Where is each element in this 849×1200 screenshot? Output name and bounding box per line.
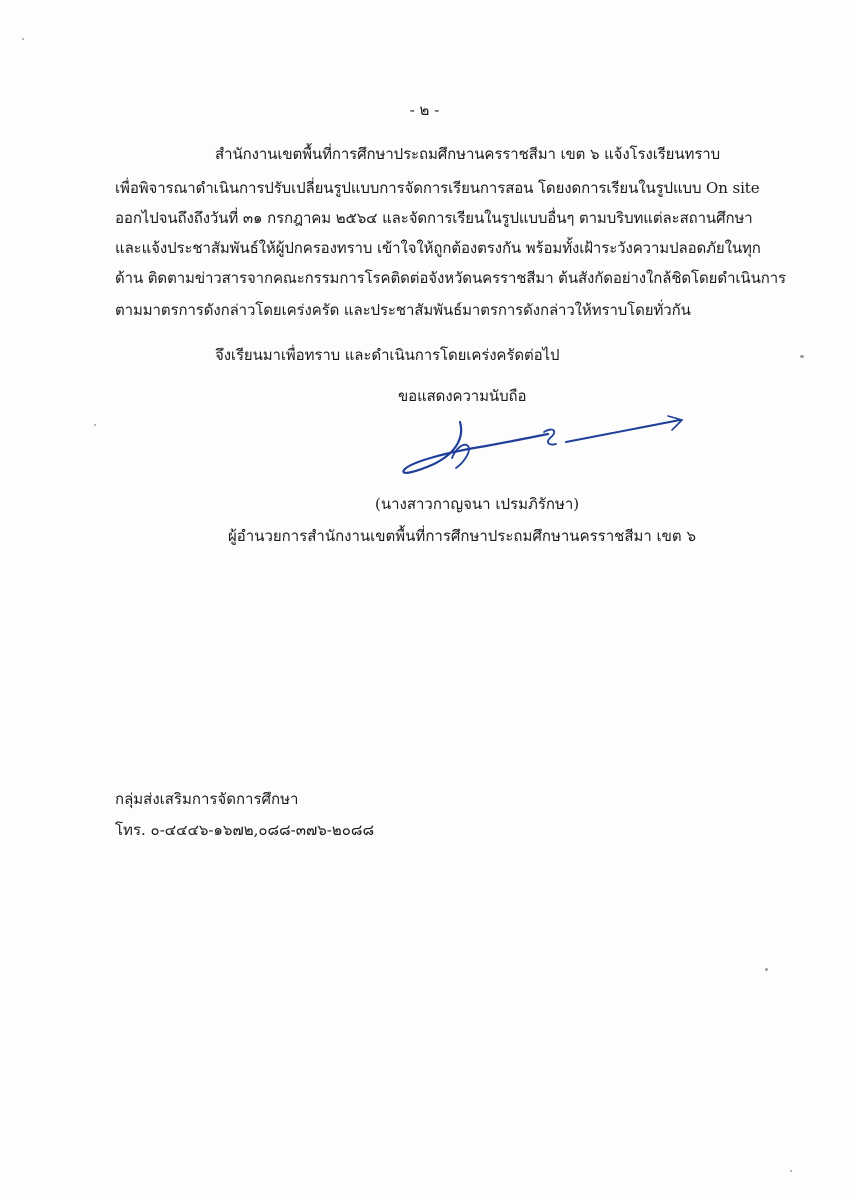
scan-speck	[765, 968, 768, 971]
signer-name: (นางสาวกาญจนา เปรมภิรักษา)	[375, 495, 580, 513]
body-line-2: เพื่อพิจารณาดำเนินการปรับเปลี่ยนรูปแบบการจัดการเรียนการสอน โดยงดการเรียนในรูปแบบ On site	[115, 179, 760, 197]
page-number: - ๒ -	[409, 101, 440, 119]
footer-phone: โทร. ๐-๔๔๔๖-๑๖๗๒,๐๘๘-๓๗๖-๒๐๘๘	[115, 821, 375, 839]
scan-speck	[800, 355, 804, 358]
body-line-3: ออกไปจนถึงถึงวันที่ ๓๑ กรกฎาคม ๒๕๖๔ และจัดการเรียนในรูปแบบอื่นๆ ตามบริบทแต่ละสถานศึกษา	[115, 209, 753, 227]
body-line-1: สำนักงานเขตพื้นที่การศึกษาประถมศึกษานครราชสีมา เขต ๖ แจ้งโรงเรียนทราบ	[215, 145, 721, 163]
handwritten-signature	[398, 412, 688, 482]
closing-line: จึงเรียนมาเพื่อทราบ และดำเนินการโดยเคร่งครัดต่อไป	[215, 346, 560, 364]
signer-position: ผู้อำนวยการสำนักงานเขตพื้นที่การศึกษาประถมศึกษานครราชสีมา เขต ๖	[228, 527, 696, 545]
body-line-4: และแจ้งประชาสัมพันธ์ให้ผู้ปกครองทราบ เข้าใจให้ถูกต้องตรงกัน พร้อมทั้งเฝ้าระวังความปลอดภัยในทุก	[115, 239, 761, 257]
footer-department: กลุ่มส่งเสริมการจัดการศึกษา	[115, 790, 299, 808]
scan-speck	[790, 1170, 792, 1172]
regards-line: ขอแสดงความนับถือ	[398, 387, 527, 405]
scan-speck	[94, 424, 96, 426]
scan-speck	[22, 38, 24, 40]
body-line-5: ด้าน ติดตามข่าวสารจากคณะกรรมการโรคติดต่อจังหวัดนครราชสีมา ต้นสังกัดอย่างใกล้ชิดโดยดำเนินการ	[115, 269, 786, 287]
body-line-6: ตามมาตรการดังกล่าวโดยเคร่งครัด และประชาสัมพันธ์มาตรการดังกล่าวให้ทราบโดยทั่วกัน	[115, 301, 691, 319]
